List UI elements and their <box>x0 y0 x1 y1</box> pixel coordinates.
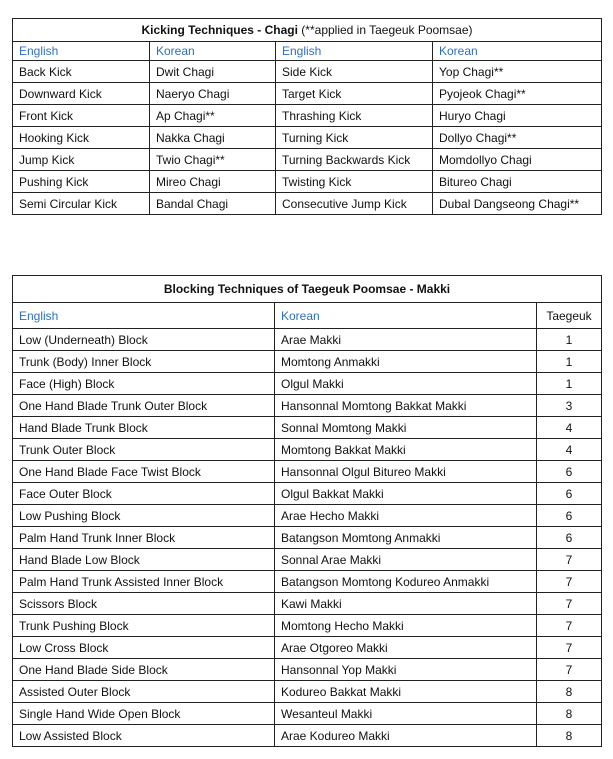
english-cell: One Hand Blade Face Twist Block <box>13 461 275 483</box>
kicking-header-korean-1: Korean <box>150 42 276 61</box>
table-row <box>13 171 602 193</box>
blocking-title-text: Blocking Techniques of Taegeuk Poomsae - Makki <box>163 282 451 296</box>
table-row <box>13 373 602 395</box>
blocking-title <box>13 276 602 303</box>
kicking-title-note: (**applied in Taegeuk Poomsae) <box>297 23 473 37</box>
english-cell: One Hand Blade Side Block <box>13 659 275 681</box>
blocking-techniques-table <box>12 275 602 747</box>
taegeuk-cell: 7 <box>537 571 602 593</box>
blocking-header-row <box>13 303 602 329</box>
taegeuk-cell: 3 <box>537 395 602 417</box>
korean-cell: Twio Chagi** <box>150 149 276 171</box>
table-row <box>13 615 602 637</box>
english-cell: Front Kick <box>13 105 150 127</box>
taegeuk-cell: 8 <box>537 681 602 703</box>
english-cell: Hand Blade Trunk Block <box>13 417 275 439</box>
blocking-header-english: English <box>13 303 275 329</box>
korean-cell: Sonnal Momtong Makki <box>275 417 537 439</box>
english-cell: Consecutive Jump Kick <box>276 193 433 215</box>
english-cell: Side Kick <box>276 61 433 83</box>
table-row <box>13 659 602 681</box>
english-cell: Twisting Kick <box>276 171 433 193</box>
korean-cell: Momdollyo Chagi <box>433 149 602 171</box>
korean-cell: Momtong Bakkat Makki <box>275 439 537 461</box>
english-cell: Target Kick <box>276 83 433 105</box>
kicking-title-row <box>13 19 602 42</box>
english-cell: Thrashing Kick <box>276 105 433 127</box>
taegeuk-cell: 1 <box>537 373 602 395</box>
taegeuk-cell: 6 <box>537 461 602 483</box>
table-row <box>13 149 602 171</box>
taegeuk-cell: 7 <box>537 593 602 615</box>
korean-cell: Kodureo Bakkat Makki <box>275 681 537 703</box>
table-row <box>13 351 602 373</box>
kicking-header-english-2: English <box>276 42 433 61</box>
english-cell: Back Kick <box>13 61 150 83</box>
english-cell: Hooking Kick <box>13 127 150 149</box>
table-row <box>13 703 602 725</box>
english-cell: One Hand Blade Trunk Outer Block <box>13 395 275 417</box>
english-cell: Trunk (Body) Inner Block <box>13 351 275 373</box>
blocking-header-korean: Korean <box>275 303 537 329</box>
korean-cell: Dubal Dangseong Chagi** <box>433 193 602 215</box>
english-cell: Low (Underneath) Block <box>13 329 275 351</box>
taegeuk-cell: 7 <box>537 615 602 637</box>
table-row <box>13 593 602 615</box>
table-row <box>13 549 602 571</box>
korean-cell: Arae Kodureo Makki <box>275 725 537 747</box>
english-cell: Turning Kick <box>276 127 433 149</box>
english-cell: Palm Hand Trunk Assisted Inner Block <box>13 571 275 593</box>
korean-cell: Naeryo Chagi <box>150 83 276 105</box>
taegeuk-cell: 8 <box>537 725 602 747</box>
table-row <box>13 527 602 549</box>
korean-cell: Hansonnal Yop Makki <box>275 659 537 681</box>
english-cell: Single Hand Wide Open Block <box>13 703 275 725</box>
taegeuk-cell: 1 <box>537 329 602 351</box>
korean-cell: Sonnal Arae Makki <box>275 549 537 571</box>
english-cell: Low Assisted Block <box>13 725 275 747</box>
table-row <box>13 105 602 127</box>
taegeuk-cell: 7 <box>537 549 602 571</box>
korean-cell: Dollyo Chagi** <box>433 127 602 149</box>
english-cell: Semi Circular Kick <box>13 193 150 215</box>
korean-cell: Hansonnal Olgul Bitureo Makki <box>275 461 537 483</box>
korean-cell: Pyojeok Chagi** <box>433 83 602 105</box>
english-cell: Pushing Kick <box>13 171 150 193</box>
korean-cell: Bitureo Chagi <box>433 171 602 193</box>
kicking-header-korean-2: Korean <box>433 42 602 61</box>
korean-cell: Olgul Makki <box>275 373 537 395</box>
korean-cell: Olgul Bakkat Makki <box>275 483 537 505</box>
korean-cell: Yop Chagi** <box>433 61 602 83</box>
korean-cell: Momtong Anmakki <box>275 351 537 373</box>
korean-cell: Nakka Chagi <box>150 127 276 149</box>
table-row <box>13 461 602 483</box>
table-row <box>13 571 602 593</box>
table-row <box>13 127 602 149</box>
korean-cell: Ap Chagi** <box>150 105 276 127</box>
korean-cell: Huryo Chagi <box>433 105 602 127</box>
table-row <box>13 505 602 527</box>
table-row <box>13 439 602 461</box>
taegeuk-cell: 4 <box>537 417 602 439</box>
korean-cell: Batangson Momtong Kodureo Anmakki <box>275 571 537 593</box>
english-cell: Scissors Block <box>13 593 275 615</box>
taegeuk-cell: 6 <box>537 527 602 549</box>
korean-cell: Batangson Momtong Anmakki <box>275 527 537 549</box>
taegeuk-cell: 7 <box>537 637 602 659</box>
table-row <box>13 725 602 747</box>
english-cell: Low Cross Block <box>13 637 275 659</box>
kicking-header-english-1: English <box>13 42 150 61</box>
korean-cell: Hansonnal Momtong Bakkat Makki <box>275 395 537 417</box>
korean-cell: Mireo Chagi <box>150 171 276 193</box>
korean-cell: Arae Hecho Makki <box>275 505 537 527</box>
korean-cell: Momtong Hecho Makki <box>275 615 537 637</box>
table-row <box>13 193 602 215</box>
korean-cell: Arae Makki <box>275 329 537 351</box>
taegeuk-cell: 6 <box>537 505 602 527</box>
korean-cell: Kawi Makki <box>275 593 537 615</box>
english-cell: Face Outer Block <box>13 483 275 505</box>
table-row <box>13 395 602 417</box>
korean-cell: Bandal Chagi <box>150 193 276 215</box>
table-row <box>13 681 602 703</box>
kicking-header-row <box>13 42 602 61</box>
taegeuk-cell: 7 <box>537 659 602 681</box>
english-cell: Low Pushing Block <box>13 505 275 527</box>
taegeuk-cell: 8 <box>537 703 602 725</box>
english-cell: Palm Hand Trunk Inner Block <box>13 527 275 549</box>
table-row <box>13 61 602 83</box>
english-cell: Jump Kick <box>13 149 150 171</box>
table-row <box>13 483 602 505</box>
english-cell: Hand Blade Low Block <box>13 549 275 571</box>
blocking-title-row <box>13 276 602 303</box>
taegeuk-cell: 6 <box>537 483 602 505</box>
table-row <box>13 417 602 439</box>
english-cell: Turning Backwards Kick <box>276 149 433 171</box>
table-row <box>13 637 602 659</box>
table-row <box>13 329 602 351</box>
kicking-title-bold: Kicking Techniques - Chagi <box>141 23 298 37</box>
blocking-header-taegeuk: Taegeuk <box>537 303 602 329</box>
kicking-title <box>13 19 602 42</box>
korean-cell: Wesanteul Makki <box>275 703 537 725</box>
english-cell: Trunk Outer Block <box>13 439 275 461</box>
taegeuk-cell: 4 <box>537 439 602 461</box>
english-cell: Trunk Pushing Block <box>13 615 275 637</box>
taegeuk-cell: 1 <box>537 351 602 373</box>
korean-cell: Dwit Chagi <box>150 61 276 83</box>
kicking-techniques-table <box>12 18 602 215</box>
english-cell: Downward Kick <box>13 83 150 105</box>
english-cell: Face (High) Block <box>13 373 275 395</box>
korean-cell: Arae Otgoreo Makki <box>275 637 537 659</box>
table-row <box>13 83 602 105</box>
english-cell: Assisted Outer Block <box>13 681 275 703</box>
